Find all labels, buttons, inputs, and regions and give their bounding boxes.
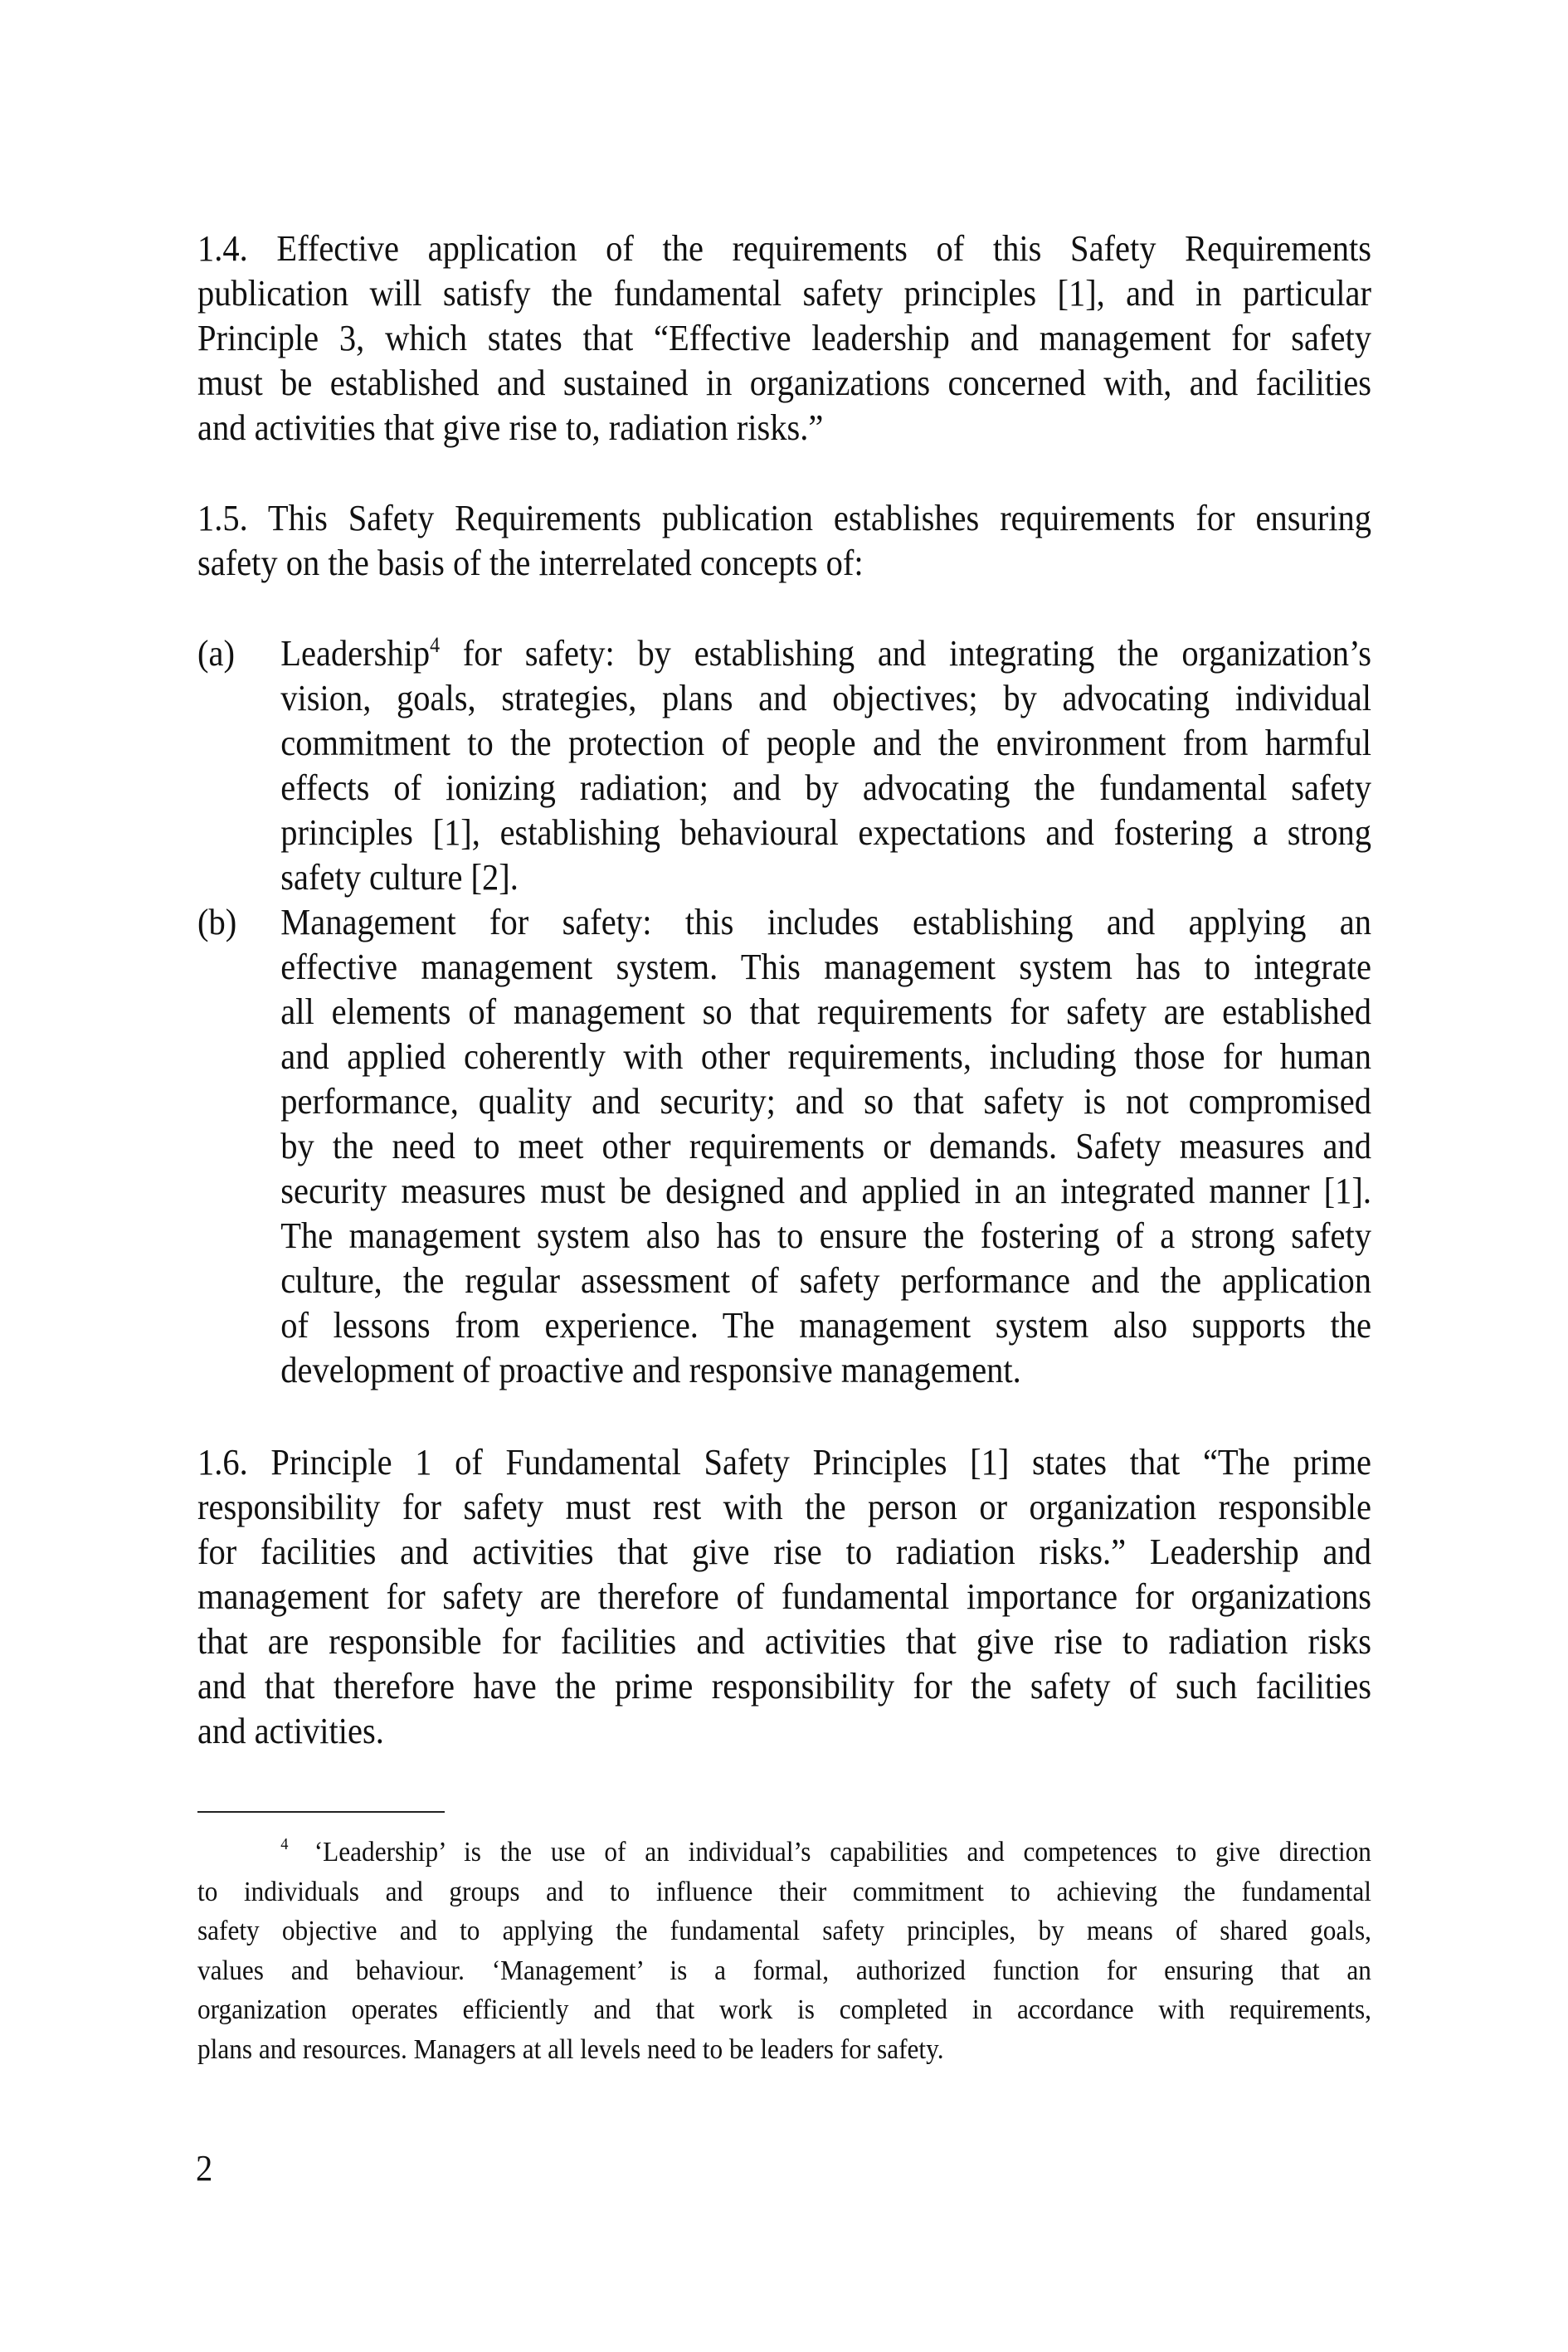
text-line: and activities. <box>197 1711 384 1751</box>
text-fragment: for safety: by establishing and integrating the organization’s <box>440 633 1371 674</box>
list-label: (a) <box>197 633 235 674</box>
text-line: and activities that give rise to, radiation risks.” <box>197 407 824 448</box>
list-item-a <box>197 631 1371 900</box>
concept-list <box>197 631 1371 1393</box>
text-line: plans and resources. Managers at all levels need to be leaders for safety. <box>197 2033 944 2065</box>
text-line: The management system also has to ensure the fostering of a strong safety <box>280 1215 1371 1256</box>
text-line: Principle 3, which states that “Effective leadership and management for safety <box>197 318 1371 358</box>
text-line: for facilities and activities that give rise to radiation risks.” Leadership and <box>197 1531 1371 1572</box>
text-line: safety objective and to applying the fundamental safety principles, by means of shared goals, <box>197 1916 1371 1946</box>
text-line: safety on the basis of the interrelated concepts of: <box>197 543 864 583</box>
text-line <box>197 1833 1371 1872</box>
text-line: publication will satisfy the fundamental safety principles [1], and in particular <box>197 273 1371 314</box>
text-line: 1.4. Effective application of the requirements of this Safety Requirements <box>197 228 1371 269</box>
text-line: commitment to the protection of people and the environment from harmful <box>280 723 1371 763</box>
paragraph-1-4 <box>197 226 1371 450</box>
text-line: management for safety are therefore of fundamental importance for organizations <box>197 1576 1371 1617</box>
text-line: 1.5. This Safety Requirements publication establishes requirements for ensuring <box>197 498 1371 538</box>
footnote-4 <box>197 1833 1371 2069</box>
paragraph-1-6 <box>197 1440 1371 1754</box>
text-line: safety culture [2]. <box>280 857 519 898</box>
text-line: that are responsible for facilities and activities that give rise to radiation risks <box>197 1621 1371 1662</box>
footnote-marker: 4 <box>280 1835 289 1853</box>
text-line: of lessons from experience. The management system also supports the <box>280 1305 1371 1346</box>
text-fragment: ‘Leadership’ is the use of an individual’s capabilities and competences to give direction <box>314 1837 1371 1867</box>
text-line: by the need to meet other requirements or demands. Safety measures and <box>280 1126 1371 1166</box>
text-line: all elements of management so that requirements for safety are established <box>280 991 1371 1032</box>
list-item-b <box>197 900 1371 1393</box>
list-label: (b) <box>197 902 237 942</box>
term-leadership: Leadership <box>280 633 431 674</box>
text-line: responsibility for safety must rest with the person or organization responsible <box>197 1487 1371 1527</box>
text-line <box>280 631 1371 676</box>
text-line: and applied coherently with other requirements, including those for human <box>280 1036 1371 1077</box>
text-line: effects of ionizing radiation; and by advocating the fundamental safety <box>280 767 1371 808</box>
text-line: to individuals and groups and to influence their commitment to achieving the fundamental <box>197 1876 1371 1907</box>
text-line: effective management system. This management system has to integrate <box>280 947 1371 987</box>
text-line: culture, the regular assessment of safety performance and the application <box>280 1260 1371 1301</box>
text-line: vision, goals, strategies, plans and objectives; by advocating individual <box>280 678 1371 718</box>
text-line: must be established and sustained in organizations concerned with, and facilities <box>197 363 1371 403</box>
text-line: organization operates efficiently and that work is completed in accordance with requirements, <box>197 1994 1371 2025</box>
footnote-reference[interactable]: 4 <box>430 633 441 657</box>
text-line: development of proactive and responsive management. <box>280 1350 1021 1390</box>
text-line: principles [1], establishing behavioural expectations and fostering a strong <box>280 812 1371 853</box>
text-line: performance, quality and security; and so that safety is not compromised <box>280 1081 1371 1122</box>
page-number: 2 <box>196 2148 213 2189</box>
text-line: values and behaviour. ‘Management’ is a formal, authorized function for ensuring that an <box>197 1955 1371 1986</box>
text-line: security measures must be designed and applied in an integrated manner [1]. <box>280 1171 1371 1211</box>
footnote-separator <box>197 1811 445 1813</box>
text-line: and that therefore have the prime responsibility for the safety of such facilities <box>197 1666 1371 1707</box>
text-line: 1.6. Principle 1 of Fundamental Safety Principles [1] states that “The prime <box>197 1442 1371 1483</box>
paragraph-1-5 <box>197 496 1371 586</box>
text-line: Management for safety: this includes establishing and applying an <box>280 902 1371 942</box>
